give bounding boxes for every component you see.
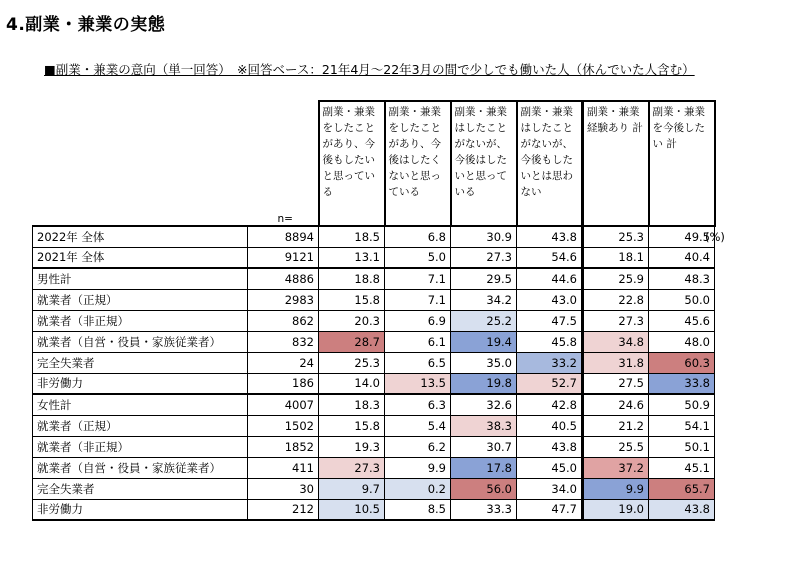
cell-value: 24.6 (583, 394, 649, 415)
table-row (33, 247, 715, 268)
row-n: 862 (248, 310, 319, 331)
table-row (33, 478, 715, 499)
column-header-6: 副業・兼業を今後したい 計 (649, 101, 715, 226)
row-n: 4007 (248, 394, 319, 415)
cell-value: 9.9 (583, 478, 649, 499)
cell-value: 43.8 (517, 226, 583, 247)
cell-value: 18.3 (319, 394, 385, 415)
cell-value: 45.6 (649, 310, 715, 331)
row-n: 212 (248, 499, 319, 520)
table-row (33, 226, 715, 247)
row-n: 411 (248, 457, 319, 478)
cell-value: 35.0 (451, 352, 517, 373)
cell-value: 25.5 (583, 436, 649, 457)
table-row (33, 499, 715, 520)
table-row (33, 436, 715, 457)
cell-value: 18.1 (583, 247, 649, 268)
cell-value: 45.1 (649, 457, 715, 478)
cell-value: 50.9 (649, 394, 715, 415)
cell-value: 33.8 (649, 373, 715, 394)
cell-value: 6.9 (385, 310, 451, 331)
row-n: 24 (248, 352, 319, 373)
cell-value: 7.1 (385, 268, 451, 289)
cell-value: 49.5 (649, 226, 715, 247)
cell-value: 31.8 (583, 352, 649, 373)
cell-value: 9.9 (385, 457, 451, 478)
cell-value: 20.3 (319, 310, 385, 331)
row-n: 9121 (248, 247, 319, 268)
unit-label: (%) (705, 230, 725, 244)
row-label: 就業者（自営・役員・家族従業者） (33, 457, 248, 478)
n-header: n= (277, 213, 293, 225)
cell-value: 45.0 (517, 457, 583, 478)
row-label: 男性計 (33, 268, 248, 289)
row-n: 4886 (248, 268, 319, 289)
cell-value: 54.1 (649, 415, 715, 436)
cell-value: 38.3 (451, 415, 517, 436)
cell-value: 47.5 (517, 310, 583, 331)
table-row (33, 310, 715, 331)
cell-value: 30.7 (451, 436, 517, 457)
row-label: 就業者（自営・役員・家族従業者） (33, 331, 248, 352)
cell-value: 44.6 (517, 268, 583, 289)
cell-value: 21.2 (583, 415, 649, 436)
row-label: 就業者（正規） (33, 415, 248, 436)
page-title: 4.副業・兼業の実態 (6, 15, 166, 35)
cell-value: 33.3 (451, 499, 517, 520)
row-label: 女性計 (33, 394, 248, 415)
cell-value: 27.5 (583, 373, 649, 394)
cell-value: 8.5 (385, 499, 451, 520)
row-label: 2022年 全体 (33, 226, 248, 247)
row-n: 1852 (248, 436, 319, 457)
cell-value: 9.7 (319, 478, 385, 499)
cell-value: 0.2 (385, 478, 451, 499)
cell-value: 25.3 (319, 352, 385, 373)
cell-value: 48.0 (649, 331, 715, 352)
row-label: 非労働力 (33, 499, 248, 520)
column-header-3: 副業・兼業はしたことがないが、今後はしたいと思っている (451, 101, 517, 226)
table-row (33, 352, 715, 373)
cell-value: 25.9 (583, 268, 649, 289)
row-n: 8894 (248, 226, 319, 247)
row-label: 就業者（正規） (33, 289, 248, 310)
cell-value: 43.0 (517, 289, 583, 310)
cell-value: 10.5 (319, 499, 385, 520)
cell-value: 40.5 (517, 415, 583, 436)
table-row (33, 331, 715, 352)
column-header-1: 副業・兼業をしたことがあり、今後もしたいと思っている (319, 101, 385, 226)
cell-value: 28.7 (319, 331, 385, 352)
cell-value: 34.0 (517, 478, 583, 499)
cell-value: 6.2 (385, 436, 451, 457)
table-row (33, 457, 715, 478)
row-n: 30 (248, 478, 319, 499)
cell-value: 5.4 (385, 415, 451, 436)
row-label: 就業者（非正規） (33, 310, 248, 331)
cell-value: 47.7 (517, 499, 583, 520)
row-n: 186 (248, 373, 319, 394)
cell-value: 13.5 (385, 373, 451, 394)
cell-value: 22.8 (583, 289, 649, 310)
cell-value: 37.2 (583, 457, 649, 478)
table-row (33, 289, 715, 310)
cell-value: 19.4 (451, 331, 517, 352)
cell-value: 43.8 (517, 436, 583, 457)
cell-value: 48.3 (649, 268, 715, 289)
cell-value: 17.8 (451, 457, 517, 478)
cell-value: 6.5 (385, 352, 451, 373)
cell-value: 30.9 (451, 226, 517, 247)
cell-value: 25.3 (583, 226, 649, 247)
row-n: 2983 (248, 289, 319, 310)
cell-value: 27.3 (319, 457, 385, 478)
cell-value: 6.1 (385, 331, 451, 352)
cell-value: 19.3 (319, 436, 385, 457)
cell-value: 65.7 (649, 478, 715, 499)
row-label: 非労働力 (33, 373, 248, 394)
cell-value: 14.0 (319, 373, 385, 394)
cell-value: 45.8 (517, 331, 583, 352)
table-row (33, 268, 715, 289)
cell-value: 25.2 (451, 310, 517, 331)
cell-value: 34.2 (451, 289, 517, 310)
cell-value: 27.3 (451, 247, 517, 268)
row-label: 2021年 全体 (33, 247, 248, 268)
cell-value: 56.0 (451, 478, 517, 499)
cell-value: 34.8 (583, 331, 649, 352)
column-header-4: 副業・兼業はしたことがないが、今後もしたいとは思わない (517, 101, 583, 226)
row-label: 就業者（非正規） (33, 436, 248, 457)
cell-value: 52.7 (517, 373, 583, 394)
row-label: 完全失業者 (33, 478, 248, 499)
cell-value: 5.0 (385, 247, 451, 268)
cell-value: 15.8 (319, 415, 385, 436)
cell-value: 50.0 (649, 289, 715, 310)
table-row (33, 415, 715, 436)
cell-value: 13.1 (319, 247, 385, 268)
cell-value: 32.6 (451, 394, 517, 415)
cell-value: 43.8 (649, 499, 715, 520)
cell-value: 27.3 (583, 310, 649, 331)
cell-value: 15.8 (319, 289, 385, 310)
row-n: 832 (248, 331, 319, 352)
cell-value: 54.6 (517, 247, 583, 268)
cell-value: 29.5 (451, 268, 517, 289)
cell-value: 18.5 (319, 226, 385, 247)
row-label: 完全失業者 (33, 352, 248, 373)
cell-value: 50.1 (649, 436, 715, 457)
survey-table (32, 100, 716, 521)
cell-value: 42.8 (517, 394, 583, 415)
header-row (33, 101, 715, 226)
cell-value: 6.3 (385, 394, 451, 415)
cell-value: 6.8 (385, 226, 451, 247)
cell-value: 40.4 (649, 247, 715, 268)
table-row (33, 394, 715, 415)
cell-value: 60.3 (649, 352, 715, 373)
column-header-5: 副業・兼業経験あり 計 (583, 101, 649, 226)
table-row (33, 373, 715, 394)
cell-value: 19.8 (451, 373, 517, 394)
table-subtitle: ■副業・兼業の意向（単一回答） ※回答ベース：21年4月～22年3月の間で少しでも働いた人（休んでいた人含む） (44, 62, 695, 77)
cell-value: 33.2 (517, 352, 583, 373)
cell-value: 19.0 (583, 499, 649, 520)
column-header-2: 副業・兼業をしたことがあり、今後はしたくないと思っている (385, 101, 451, 226)
cell-value: 7.1 (385, 289, 451, 310)
cell-value: 18.8 (319, 268, 385, 289)
row-n: 1502 (248, 415, 319, 436)
